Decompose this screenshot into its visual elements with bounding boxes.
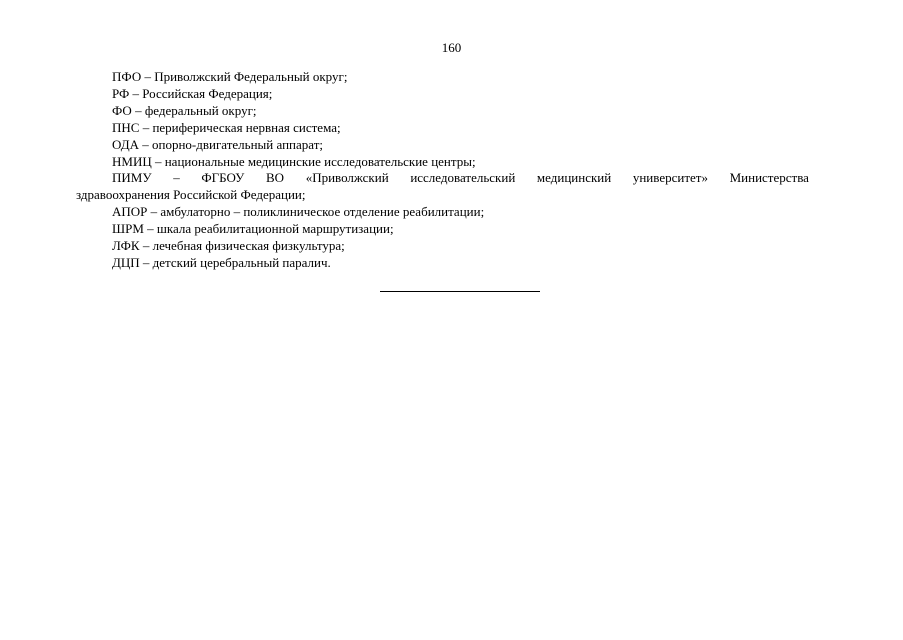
abbreviation-pns: ПНС – периферическая нервная система; <box>112 119 341 135</box>
pimu-word: – <box>173 170 180 186</box>
pimu-word: ФГБОУ <box>201 170 245 186</box>
abbreviation-dcp: ДЦП – детский церебральный паралич. <box>112 254 331 270</box>
abbreviation-nmic: НМИЦ – национальные медицинские исследовательские центры; <box>112 153 476 169</box>
pimu-word: ВО <box>266 170 285 186</box>
pimu-word: медицинский <box>536 170 612 186</box>
abbreviation-fo: ФО – федеральный округ; <box>112 102 257 118</box>
pimu-word: ПИМУ <box>112 170 152 186</box>
abbreviation-oda: ОДА – опорно-двигательный аппарат; <box>112 136 323 152</box>
abbreviation-pimu <box>76 170 809 187</box>
abbreviation-apor: АПОР – амбулаторно – поликлиническое отделение реабилитации; <box>112 204 485 220</box>
pimu-word: Министерства <box>729 170 809 186</box>
abbreviation-pfo: ПФО – Приволжский Федеральный округ; <box>112 69 348 84</box>
page-number: 160 <box>441 40 462 55</box>
pimu-word: исследовательский <box>410 170 516 186</box>
abbreviation-rf: РФ – Российская Федерация; <box>112 85 273 101</box>
abbreviations-list <box>76 69 809 272</box>
pimu-word: «Приволжский <box>305 170 389 186</box>
pimu-word: университет» <box>632 170 708 186</box>
abbreviation-pimu-continuation: здравоохранения Российской Федерации; <box>76 187 306 203</box>
end-divider-line <box>380 291 540 292</box>
abbreviation-shrm: ШРМ – шкала реабилитационной маршрутизации; <box>112 221 394 237</box>
abbreviation-lfk: ЛФК – лечебная физическая физкультура; <box>112 238 345 254</box>
